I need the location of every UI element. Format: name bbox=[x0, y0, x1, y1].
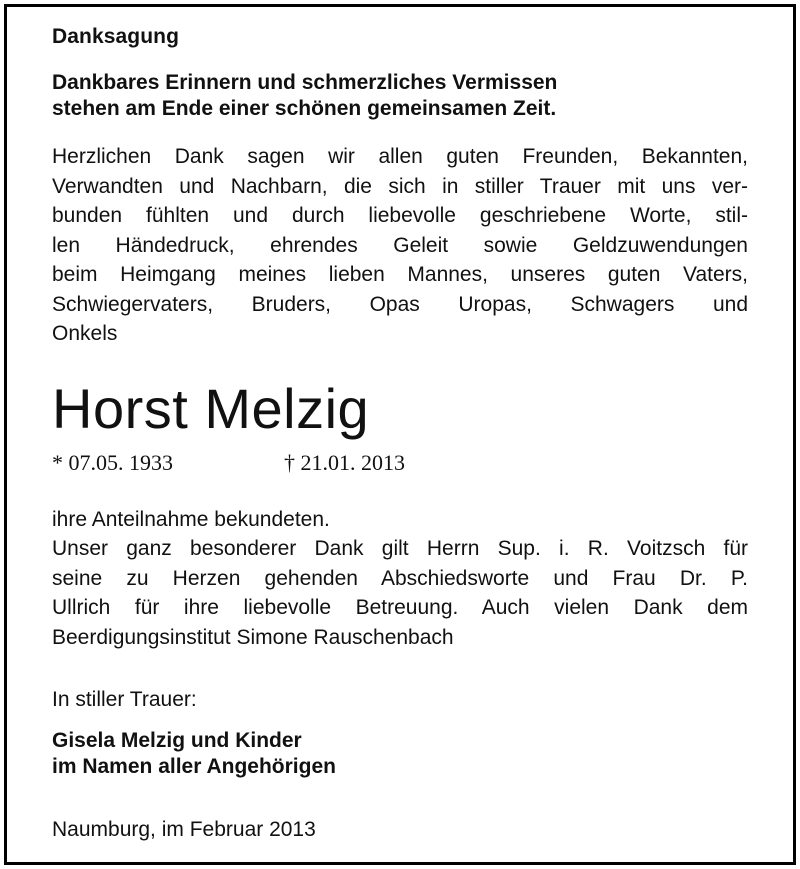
paragraph-line: Onkels bbox=[52, 322, 118, 345]
motto bbox=[52, 70, 748, 122]
paragraph-line: Herzlichen Dank sagen wir allen guten Freunden, Bekannten, bbox=[52, 145, 748, 168]
notice-heading: Danksagung bbox=[52, 25, 180, 48]
acknowledgement-paragraph bbox=[52, 505, 748, 653]
paragraph-line: Schwiegervaters, Bruders, Opas Uropas, Schwagers und bbox=[52, 292, 748, 316]
paragraph-line: len Händedruck, ehrendes Geleit sowie Geldzuwendungen bbox=[52, 233, 748, 257]
motto-line: Dankbares Erinnern und schmerzliches Vermissen bbox=[52, 71, 558, 94]
mourning-line: In stiller Trauer: bbox=[52, 688, 197, 711]
place-and-date: Naumburg, im Februar 2013 bbox=[52, 818, 316, 841]
thanks-paragraph bbox=[52, 142, 748, 349]
paragraph-line: ihre Anteilnahme bekundeten. bbox=[52, 507, 330, 531]
obituary-notice bbox=[52, 22, 748, 844]
signers bbox=[52, 728, 748, 780]
paragraph-line: Verwandten und Nachbarn, die sich in stiller Trauer mit uns ver- bbox=[52, 174, 748, 198]
paragraph-line: beim Heimgang meines lieben Mannes, unseres guten Vaters, bbox=[52, 263, 748, 286]
motto-line: stehen am Ende einer schönen gemeinsamen Zeit. bbox=[52, 97, 557, 120]
deceased-name: Horst Melzig bbox=[52, 376, 370, 440]
birth-date: * 07.05. 1933 bbox=[52, 449, 173, 475]
paragraph-line: bunden fühlten und durch liebevolle geschriebene Worte, stil- bbox=[52, 204, 748, 227]
signer-line: im Namen aller Angehörigen bbox=[52, 755, 336, 778]
paragraph-line: Ullrich für ihre liebevolle Betreuung. Auch vielen Dank dem bbox=[52, 596, 748, 619]
death-date: † 21.01. 2013 bbox=[284, 449, 405, 475]
life-dates bbox=[52, 449, 748, 477]
paragraph-line: Unser ganz besonderer Dank gilt Herrn Sup. i. R. Voitzsch für bbox=[52, 537, 748, 560]
paragraph-line: seine zu Herzen gehenden Abschiedsworte und Frau Dr. P. bbox=[52, 566, 748, 590]
paragraph-line: Beerdigungsinstitut Simone Rauschenbach bbox=[52, 625, 454, 649]
signer-line: Gisela Melzig und Kinder bbox=[52, 729, 302, 752]
